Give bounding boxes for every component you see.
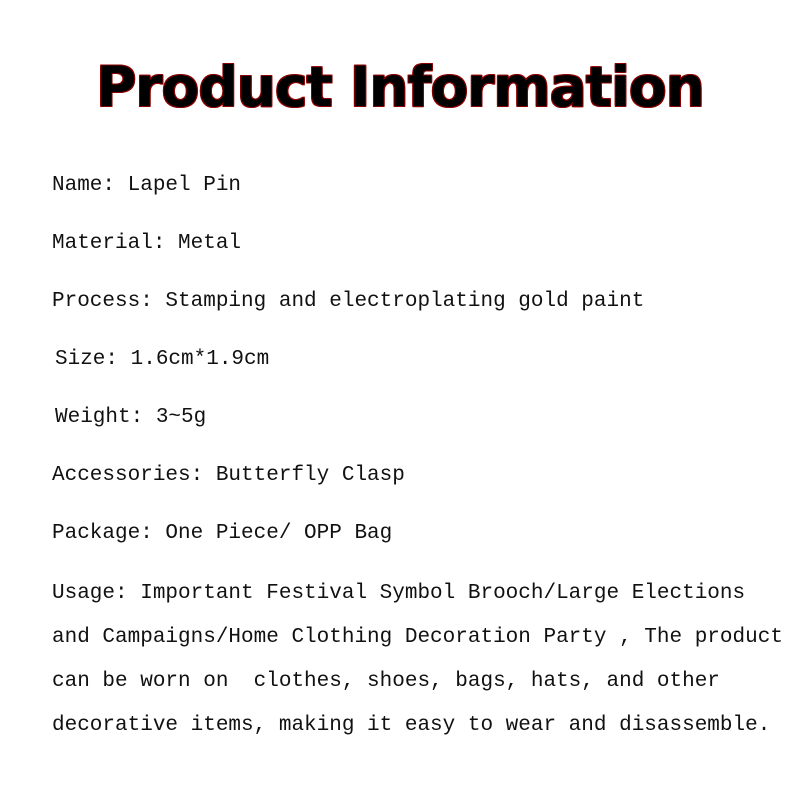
spec-size: Size: 1.6cm*1.9cm <box>55 348 270 371</box>
spec-weight: Weight: 3~5g <box>55 406 207 429</box>
usage-line: Usage: Important Festival Symbol Brooch/Large Elections <box>52 582 746 605</box>
spec-package: Package: One Piece/ OPP Bag <box>52 522 393 545</box>
usage-line: decorative items, making it easy to wear and disassemble. <box>52 714 771 737</box>
usage-line: can be worn on clothes, shoes, bags, hats, and other <box>52 670 720 693</box>
usage-paragraph <box>52 572 792 748</box>
spec-process: Process: Stamping and electroplating gold paint <box>52 290 645 313</box>
spec-accessories: Accessories: Butterfly Clasp <box>52 464 405 487</box>
usage-line: and Campaigns/Home Clothing Decoration Party , The product <box>52 626 783 649</box>
spec-material: Material: Metal <box>52 232 242 255</box>
spec-name: Name: Lapel Pin <box>52 174 242 197</box>
page-title: Product Information <box>96 55 704 119</box>
